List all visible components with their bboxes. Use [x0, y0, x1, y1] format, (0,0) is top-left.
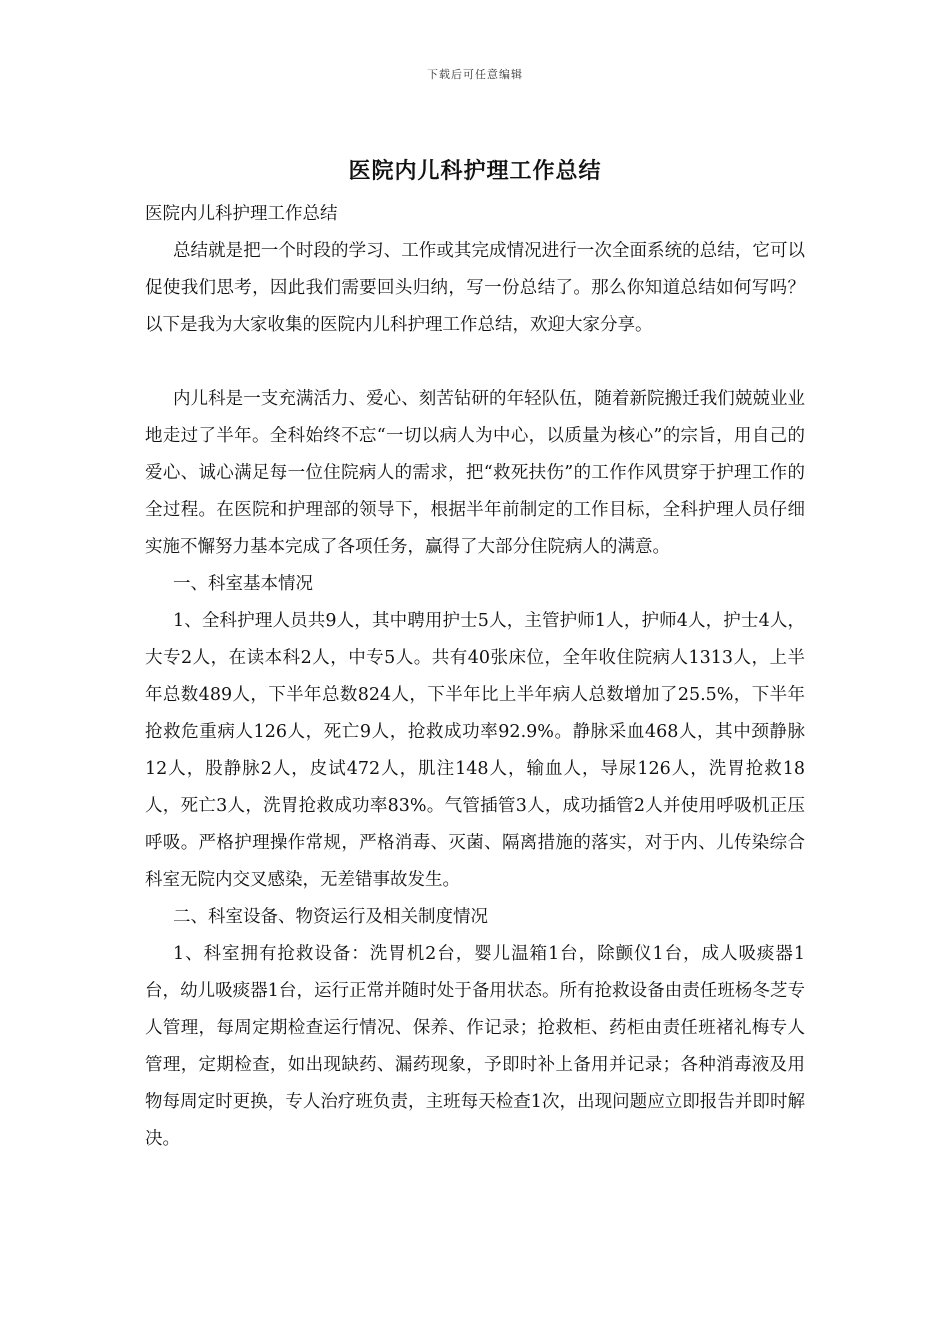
overview-paragraph: 内儿科是一支充满活力、爱心、刻苦钻研的年轻队伍，随着新院搬迁我们兢兢业业地走过了半年。全科始终不忘“一切以病人为中心，以质量为核心”的宗旨，用自己的爱心、诚心满足每一位住院病人的需求，把“救死扶伤”的工作作风贯穿于护理工作的全过程。在医院和护理部的领导下，根据半年前制定的工作目标，全科护理人员仔细实施不懈努力基本完成了各项任务，赢得了大部分住院病人的满意。: [145, 389, 805, 557]
paragraph-gap: [145, 344, 805, 381]
header-note: 下载后可任意编辑: [427, 68, 523, 81]
document-body: [145, 196, 805, 1158]
document-subtitle: 医院内儿科护理工作总结: [145, 204, 338, 224]
intro-paragraph: 总结就是把一个时段的学习、工作或其完成情况进行一次全面系统的总结，它可以促使我们思考，因此我们需要回头归纳，写一份总结了。那么你知道总结如何写吗？以下是我为大家收集的医院内儿科护理工作总结，欢迎大家分享。: [145, 241, 805, 335]
section-heading-basic-info: 一、科室基本情况: [173, 574, 313, 594]
basic-info-paragraph: 1、全科护理人员共9人，其中聘用护士5人，主管护师1人，护师4人，护士4人，大专2人，在读本科2人，中专5人。共有40张床位，全年收住院病人1313人，上半年总数489人，下半年总数824人，下半年比上半年病人总数增加了25.5%，下半年抢救危重病人126人，死亡9人，抢救成功率92.9%。静脉采血468人，其中颈静脉12人，股静脉2人，皮试472人，肌注148人，输血人，导尿126人，洗胃抢救18人，死亡3人，洗胃抢救成功率83%。气管插管3人，成功插管2人并使用呼吸机正压呼吸。严格护理操作常规，严格消毒、灭菌、隔离措施的落实，对于内、儿传染综合科室无院内交叉感染，无差错事故发生。: [145, 611, 805, 890]
section-heading-equipment: 二、科室设备、物资运行及相关制度情况: [173, 907, 488, 927]
document-title: 医院内儿科护理工作总结: [348, 159, 602, 184]
equipment-paragraph: 1、科室拥有抢救设备：洗胃机2台，婴儿温箱1台，除颤仪1台，成人吸痰器1台，幼儿吸痰器1台，运行正常并随时处于备用状态。所有抢救设备由责任班杨冬芝专人管理，每周定期检查运行情况、保养、作记录；抢救柜、药柜由责任班褚礼梅专人管理，定期检查，如出现缺药、漏药现象，予即时补上备用并记录；各种消毒液及用物每周定时更换，专人治疗班负责，主班每天检查1次，出现问题应立即报告并即时解决。: [145, 944, 805, 1149]
